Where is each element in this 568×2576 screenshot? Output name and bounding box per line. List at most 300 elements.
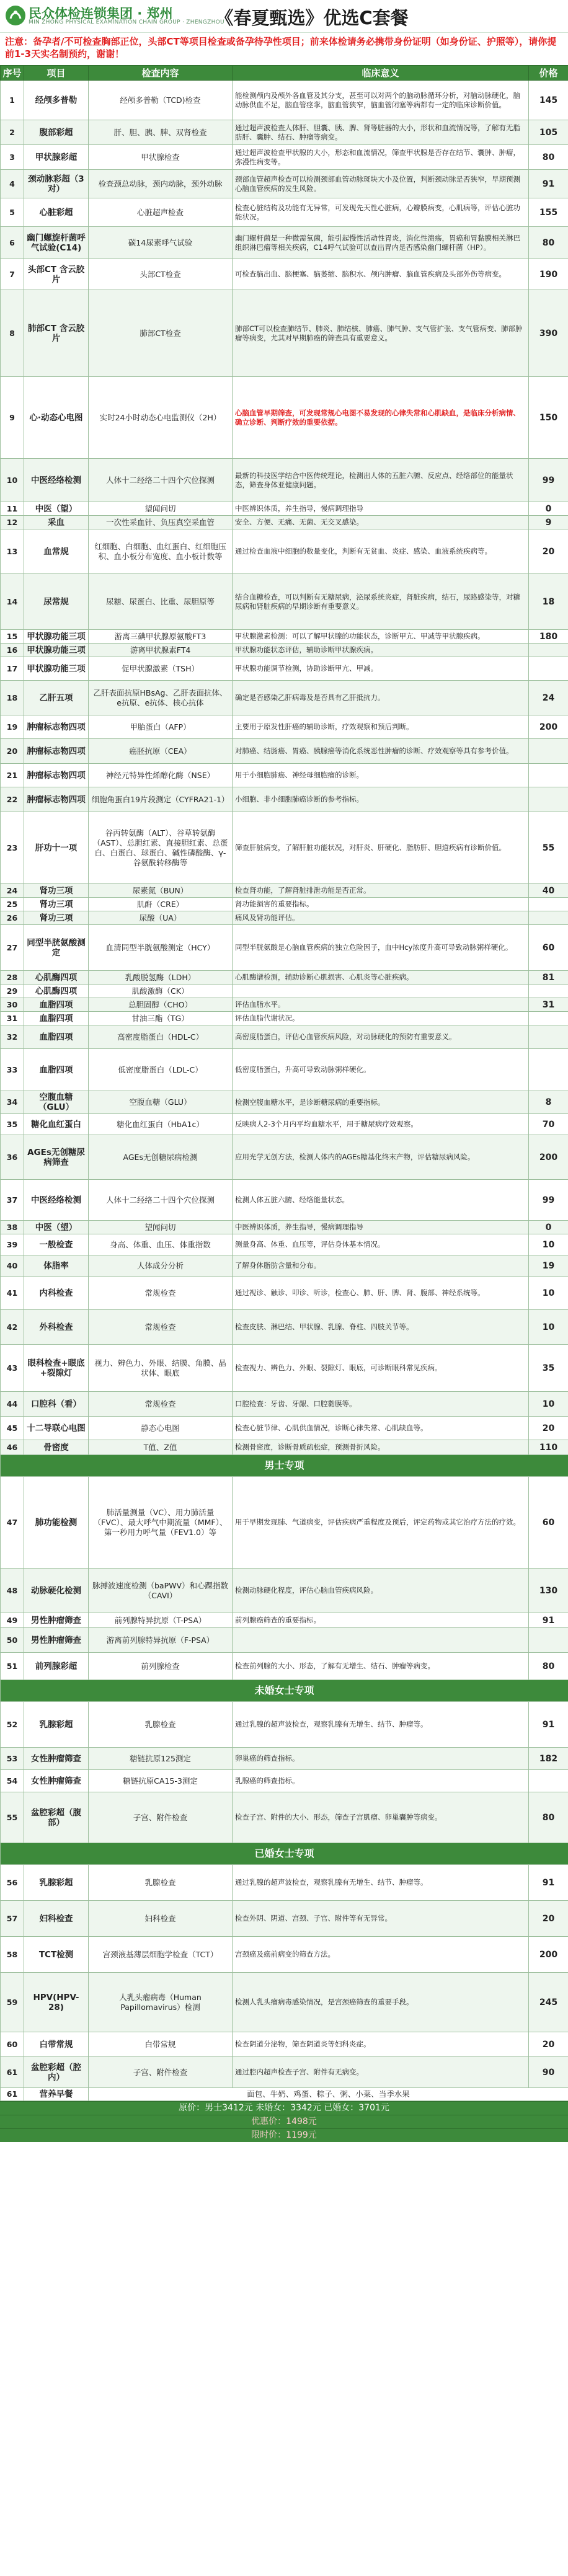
- row-number: 11: [1, 502, 24, 516]
- row-meaning: 甲状腺激素检测：可以了解甲状腺的功能状态，诊断甲亢、甲减等甲状腺疾病。: [233, 630, 529, 644]
- row-price: [529, 1025, 568, 1049]
- row-price: [529, 1012, 568, 1025]
- row-content: 尿酸（UA）: [89, 911, 233, 925]
- row-content: 甲胎蛋白（AFP）: [89, 715, 233, 739]
- row-project: 血脂四项: [24, 998, 89, 1012]
- row-price: 91: [529, 1702, 568, 1748]
- row-number: 17: [1, 657, 24, 681]
- row-project: 中医经络检测: [24, 1180, 89, 1221]
- row-meaning: 肾功能损害的重要指标。: [233, 898, 529, 911]
- row-project: 十二导联心电图: [24, 1417, 89, 1440]
- table-row: [1, 120, 568, 145]
- row-content: 游离甲状腺素FT4: [89, 644, 233, 657]
- row-number: 61: [1, 2088, 24, 2101]
- table-row: [1, 1628, 568, 1653]
- row-project: 男性肿瘤筛查: [24, 1613, 89, 1628]
- col-price: 价格: [529, 66, 568, 81]
- row-price: [529, 985, 568, 998]
- row-project: 眼科检查+眼底+裂隙灯: [24, 1345, 89, 1392]
- row-content: 人体十二经络二十四个穴位探测: [89, 1180, 233, 1221]
- row-number: 56: [1, 1865, 24, 1901]
- row-number: 53: [1, 1748, 24, 1770]
- row-project: 采血: [24, 516, 89, 529]
- table-row: [1, 1135, 568, 1180]
- row-meaning: 通过乳腺的超声波检查，观察乳腺有无增生、结节、肿瘤等。: [233, 1702, 529, 1748]
- row-meaning: 心肌酶谱检测，辅助诊断心肌损害、心肌炎等心脏疾病。: [233, 971, 529, 985]
- row-project: 心肌酶四项: [24, 971, 89, 985]
- row-content: 血清同型半胱氨酸测定（HCY）: [89, 925, 233, 971]
- row-content: 乙肝表面抗原HBsAg、乙肝表面抗体、e抗原、e抗体、核心抗体: [89, 681, 233, 715]
- row-price: 55: [529, 812, 568, 884]
- row-project: 幽门螺旋杆菌呼气试验(C14): [24, 227, 89, 259]
- row-content: 尿糖、尿蛋白、比重、尿胆原等: [89, 574, 233, 630]
- row-price: 245: [529, 1973, 568, 2032]
- row-number: 25: [1, 898, 24, 911]
- row-number: 51: [1, 1653, 24, 1680]
- row-price: 80: [529, 145, 568, 170]
- row-meaning: 反映病人2-3个月内平均血糖水平，用于糖尿病疗效观察。: [233, 1114, 529, 1135]
- row-number: 33: [1, 1049, 24, 1091]
- row-price: [529, 764, 568, 787]
- table-row: [1, 1865, 568, 1901]
- row-project: 动脉硬化检测: [24, 1569, 89, 1613]
- member-price: 限时价：1199元: [0, 2128, 568, 2142]
- row-content: 前列腺特异抗原（T-PSA）: [89, 1613, 233, 1628]
- row-content: 人体成分分析: [89, 1255, 233, 1277]
- row-number: 42: [1, 1310, 24, 1345]
- row-content: 低密度脂蛋白（LDL-C）: [89, 1049, 233, 1091]
- row-content: 前列腺检查: [89, 1653, 233, 1680]
- row-project: 甲状腺功能三项: [24, 630, 89, 644]
- row-meaning: 同型半胱氨酸是心脑血管疾病的独立危险因子，血中Hcy浓度升高可导致动脉粥样硬化。: [233, 925, 529, 971]
- table-row: [1, 529, 568, 574]
- row-content: 心脏超声检查: [89, 198, 233, 227]
- row-price: 31: [529, 998, 568, 1012]
- row-content: 促甲状腺激素（TSH）: [89, 657, 233, 681]
- table-row: [1, 715, 568, 739]
- row-price: 9: [529, 516, 568, 529]
- row-meaning: 通过检查血液中细胞的数量变化，判断有无贫血、炎症、感染、血液系统疾病等。: [233, 529, 529, 574]
- row-price: 150: [529, 377, 568, 459]
- row-project: 甲状腺功能三项: [24, 644, 89, 657]
- row-meaning: 痛风及肾功能评估。: [233, 911, 529, 925]
- table-row: [1, 1310, 568, 1345]
- row-project: AGEs无创糖尿病筛查: [24, 1135, 89, 1180]
- row-meaning: 了解身体脂肪含量和分布。: [233, 1255, 529, 1277]
- row-price: 80: [529, 1653, 568, 1680]
- brand-logo-icon: [5, 5, 26, 26]
- table-row: [1, 1440, 568, 1455]
- row-project: 前列腺彩超: [24, 1653, 89, 1680]
- row-number: 46: [1, 1440, 24, 1455]
- row-number: 22: [1, 787, 24, 812]
- row-meaning: 检测人体五脏六腑、经络能量状态。: [233, 1180, 529, 1221]
- row-project: 心肌酶四项: [24, 985, 89, 998]
- header: [0, 0, 568, 33]
- page-title: 《春夏甄选》优选C套餐: [215, 7, 409, 29]
- table-row: [1, 1770, 568, 1792]
- row-price: [529, 1628, 568, 1653]
- table-row: [1, 1345, 568, 1392]
- row-price: 155: [529, 198, 568, 227]
- row-number: 29: [1, 985, 24, 998]
- row-content: 子宫、附件检查: [89, 1792, 233, 1843]
- row-number: 37: [1, 1180, 24, 1221]
- table-row: [1, 681, 568, 715]
- row-content: 乳酸脱氢酶（LDH）: [89, 971, 233, 985]
- package-table: [0, 65, 568, 2101]
- row-meaning: 筛查肝脏病变，了解肝脏功能状况，对肝炎、肝硬化、脂肪肝、胆道疾病有诊断价值。: [233, 812, 529, 884]
- row-project: HPV(HPV-28): [24, 1973, 89, 2032]
- row-content: 高密度脂蛋白（HDL-C）: [89, 1025, 233, 1049]
- table-row: [1, 1702, 568, 1748]
- row-project: 肾功三项: [24, 898, 89, 911]
- row-content: 面包、牛奶、鸡蛋、粽子、粥、小菜、当季水果: [89, 2088, 568, 2101]
- table-row: [1, 1937, 568, 1973]
- row-meaning: 幽门螺杆菌是一种微需氧菌，能引起慢性活动性胃炎，消化性溃疡，胃癌和胃黏膜相关淋巴组织淋巴瘤等相关疾病，C14呼气试验可以查出胃内是否感染幽门螺杆菌（HP）。: [233, 227, 529, 259]
- row-content: T值、Z值: [89, 1440, 233, 1455]
- row-content: AGEs无创糖尿病检测: [89, 1135, 233, 1180]
- row-number: 30: [1, 998, 24, 1012]
- row-content: 癌胚抗原（CEA）: [89, 739, 233, 764]
- row-number: 28: [1, 971, 24, 985]
- row-content: 游离三碘甲状腺原氨酸FT3: [89, 630, 233, 644]
- row-project: 肾功三项: [24, 911, 89, 925]
- row-content: 妇科检查: [89, 1901, 233, 1937]
- row-meaning: 检测骨密度，诊断骨质疏松症，预测骨折风险。: [233, 1440, 529, 1455]
- row-number: 19: [1, 715, 24, 739]
- row-number: 3: [1, 145, 24, 170]
- table-row: [1, 227, 568, 259]
- table-row: [1, 1012, 568, 1025]
- row-project: 骨密度: [24, 1440, 89, 1455]
- table-row: [1, 884, 568, 898]
- row-content: 检查颈总动脉，颈内动脉，颈外动脉: [89, 170, 233, 198]
- section-header: [1, 1843, 568, 1865]
- row-content: 肝、胆、胰、脾、双肾检查: [89, 120, 233, 145]
- row-number: 61: [1, 2057, 24, 2088]
- table-row: [1, 81, 568, 120]
- row-price: [529, 657, 568, 681]
- row-project: 男性肿瘤筛查: [24, 1628, 89, 1653]
- row-meaning: 最新的科技医学结合中医传统理论，检测出人体的五脏六腑、反应点、经络部位的能量状态，筛查身体亚健康问题。: [233, 459, 529, 502]
- row-meaning: 肺部CT可以检查肺结节、肺炎、肺结核、肺癌、肺气肿、支气管扩张、支气管病变、肺部肿瘤等病变，尤其对早期肺癌的筛查具有重要意义。: [233, 290, 529, 377]
- row-price: 10: [529, 1234, 568, 1255]
- row-meaning: 对肺癌、结肠癌、胃癌、胰腺癌等消化系统恶性肿瘤的诊断、疗效观察等具有参考价值。: [233, 739, 529, 764]
- row-price: 99: [529, 1180, 568, 1221]
- table-row: [1, 1392, 568, 1417]
- table-row: [1, 1792, 568, 1843]
- row-price: 110: [529, 1440, 568, 1455]
- row-meaning: 测量身高、体重、血压等，评估身体基本情况。: [233, 1234, 529, 1255]
- row-price: 81: [529, 971, 568, 985]
- row-content: 肺部CT检查: [89, 290, 233, 377]
- col-no: 序号: [1, 66, 24, 81]
- row-project: 盆腔彩超（腔内）: [24, 2057, 89, 2088]
- table-row: [1, 198, 568, 227]
- table-row: [1, 516, 568, 529]
- row-number: 43: [1, 1345, 24, 1392]
- section-title: 男士专项: [1, 1455, 568, 1477]
- row-meaning: 检测人乳头瘤病毒感染情况，是宫颈癌筛查的重要手段。: [233, 1973, 529, 2032]
- table-header: [1, 66, 568, 81]
- row-price: 99: [529, 459, 568, 502]
- row-number: 23: [1, 812, 24, 884]
- table-row: [1, 630, 568, 644]
- original-price: 原价：男士3412元 未婚女：3342元 已婚女：3701元: [0, 2101, 568, 2115]
- table-row: [1, 459, 568, 502]
- table-row: [1, 812, 568, 884]
- row-price: 20: [529, 529, 568, 574]
- row-price: 40: [529, 884, 568, 898]
- row-number: 47: [1, 1477, 24, 1569]
- row-price: 80: [529, 1792, 568, 1843]
- table-row: [1, 787, 568, 812]
- row-number: 59: [1, 1973, 24, 2032]
- table-row: [1, 1477, 568, 1569]
- row-content: 望闻问切: [89, 1221, 233, 1234]
- row-content: 静态心电图: [89, 1417, 233, 1440]
- row-price: 60: [529, 1477, 568, 1569]
- table-row: [1, 574, 568, 630]
- row-number: 48: [1, 1569, 24, 1613]
- brand-subtitle: MIN ZHONG PHYSICAL EXAMINATION CHAIN GROUP · ZHENGZHOU: [29, 19, 224, 25]
- row-content: 子宫、附件检查: [89, 2057, 233, 2088]
- row-project: 体脂率: [24, 1255, 89, 1277]
- table-row: [1, 259, 568, 290]
- row-content: 常规检查: [89, 1277, 233, 1310]
- row-price: [529, 644, 568, 657]
- table-row: [1, 1748, 568, 1770]
- row-meaning: 宫颈癌及癌前病变的筛查方法。: [233, 1937, 529, 1973]
- row-price: [529, 787, 568, 812]
- table-row: [1, 1221, 568, 1234]
- row-number: 10: [1, 459, 24, 502]
- row-project: 女性肿瘤筛查: [24, 1748, 89, 1770]
- row-project: 中医经络检测: [24, 459, 89, 502]
- row-price: 10: [529, 1310, 568, 1345]
- table-row: [1, 764, 568, 787]
- row-project: 血脂四项: [24, 1025, 89, 1049]
- row-content: 糖化血红蛋白（HbA1c）: [89, 1114, 233, 1135]
- row-project: 肾功三项: [24, 884, 89, 898]
- row-meaning: 心脑血管早期筛查，可发现常规心电图不易发现的心律失常和心肌缺血，是临床分析病情、确立诊断、判断疗效的重要依据。: [233, 377, 529, 459]
- row-number: 16: [1, 644, 24, 657]
- row-meaning: 应用光学无创方法，检测人体内的AGEs糖基化终末产物，评估糖尿病风险。: [233, 1135, 529, 1180]
- row-meaning: 评估血脂水平。: [233, 998, 529, 1012]
- row-meaning: 小细胞、非小细胞肺癌诊断的参考指标。: [233, 787, 529, 812]
- table-row: [1, 1277, 568, 1310]
- row-price: 145: [529, 81, 568, 120]
- row-meaning: 检测动脉硬化程度，评估心脑血管疾病风险。: [233, 1569, 529, 1613]
- row-meaning: 可检查脑出血、脑梗塞、脑萎缩、脑积水、颅内肿瘤、脑血管疾病及头部外伤等病变。: [233, 259, 529, 290]
- row-project: 中医（望）: [24, 502, 89, 516]
- table-row: [1, 1973, 568, 2032]
- breakfast-row: [1, 2088, 568, 2101]
- row-meaning: 检查心脏结构及功能有无异常，可发现先天性心脏病，心瓣膜病变，心肌病等，评估心脏功能状况。: [233, 198, 529, 227]
- row-project: 女性肿瘤筛查: [24, 1770, 89, 1792]
- row-price: 10: [529, 1392, 568, 1417]
- row-meaning: [233, 985, 529, 998]
- row-project: 营养早餐: [24, 2088, 89, 2101]
- col-content: 检查内容: [89, 66, 233, 81]
- row-meaning: 中医辨识体质，养生指导，慢病调理指导: [233, 502, 529, 516]
- table-row: [1, 1653, 568, 1680]
- row-number: 44: [1, 1392, 24, 1417]
- row-price: 180: [529, 630, 568, 644]
- row-number: 9: [1, 377, 24, 459]
- row-price: [529, 1049, 568, 1091]
- row-price: 200: [529, 1135, 568, 1180]
- row-project: 肿瘤标志物四项: [24, 764, 89, 787]
- row-project: 糖化血红蛋白: [24, 1114, 89, 1135]
- row-project: 心·动态心电图: [24, 377, 89, 459]
- row-price: [529, 739, 568, 764]
- row-project: 肿瘤标志物四项: [24, 739, 89, 764]
- row-number: 54: [1, 1770, 24, 1792]
- row-price: 20: [529, 2032, 568, 2057]
- row-number: 45: [1, 1417, 24, 1440]
- row-project: 血常规: [24, 529, 89, 574]
- row-content: 游离前列腺特异抗原（F-PSA）: [89, 1628, 233, 1653]
- row-content: 乳腺检查: [89, 1865, 233, 1901]
- section-title: 已婚女士专项: [1, 1843, 568, 1865]
- table-row: [1, 1613, 568, 1628]
- row-meaning: 用于早期发现肺、气道病变，评估疾病严重程度及预后，评定药物或其它治疗方法的疗效。: [233, 1477, 529, 1569]
- table-row: [1, 290, 568, 377]
- row-project: 外科检查: [24, 1310, 89, 1345]
- row-meaning: 高密度脂蛋白，评估心血管疾病风险，对动脉硬化的预防有重要意义。: [233, 1025, 529, 1049]
- row-price: 91: [529, 1865, 568, 1901]
- row-content: 头部CT检查: [89, 259, 233, 290]
- row-meaning: 检查前列腺的大小、形态，了解有无增生、结石、肿瘤等病变。: [233, 1653, 529, 1680]
- row-project: 尿常规: [24, 574, 89, 630]
- row-meaning: 卵巢癌的筛查指标。: [233, 1748, 529, 1770]
- row-project: 颈动脉彩超（3对）: [24, 170, 89, 198]
- row-meaning: 安全、方便、无痛、无菌、无交叉感染。: [233, 516, 529, 529]
- row-project: 白带常规: [24, 2032, 89, 2057]
- row-meaning: 颈部血管超声检查可以检测颈部血管动脉斑块大小及位置，判断颈动脉是否狭窄，早期预测心脑血管疾病的发生风险。: [233, 170, 529, 198]
- row-price: 200: [529, 1937, 568, 1973]
- row-content: 实时24小时动态心电监测仪（2H）: [89, 377, 233, 459]
- row-price: 91: [529, 1613, 568, 1628]
- row-number: 32: [1, 1025, 24, 1049]
- row-meaning: 通过腔内超声检查子宫、附件有无病变。: [233, 2057, 529, 2088]
- row-project: 乙肝五项: [24, 681, 89, 715]
- row-meaning: 检查外阴、阴道、宫颈、子宫、附件等有无异常。: [233, 1901, 529, 1937]
- row-project: 心脏彩超: [24, 198, 89, 227]
- row-content: 甲状腺检查: [89, 145, 233, 170]
- sale-price: 优惠价：1498元: [0, 2115, 568, 2128]
- row-number: 50: [1, 1628, 24, 1653]
- table-row: [1, 1901, 568, 1937]
- row-meaning: 甲状腺功能状态评估，辅助诊断甲状腺疾病。: [233, 644, 529, 657]
- section-header: [1, 1680, 568, 1702]
- row-project: 头部CT 含云胶片: [24, 259, 89, 290]
- row-content: 脉搏波速度检测（baPWV）和心踝指数（CAVI）: [89, 1569, 233, 1613]
- row-number: 1: [1, 81, 24, 120]
- row-number: 4: [1, 170, 24, 198]
- row-content: 肌酐（CRE）: [89, 898, 233, 911]
- row-project: 肺功能检测: [24, 1477, 89, 1569]
- row-price: 80: [529, 227, 568, 259]
- row-price: 19: [529, 1255, 568, 1277]
- row-number: 35: [1, 1114, 24, 1135]
- row-content: 人体十二经络二十四个穴位探测: [89, 459, 233, 502]
- row-price: 20: [529, 1417, 568, 1440]
- row-price: 105: [529, 120, 568, 145]
- row-number: 60: [1, 2032, 24, 2057]
- row-price: 0: [529, 502, 568, 516]
- row-content: 红细胞、白细胞、血红蛋白、红细胞压积、血小板分布宽度、血小板计数等: [89, 529, 233, 574]
- table-row: [1, 1569, 568, 1613]
- row-content: 身高、体重、血压、体重指数: [89, 1234, 233, 1255]
- table-row: [1, 971, 568, 985]
- row-content: 白带常规: [89, 2032, 233, 2057]
- row-price: 10: [529, 1277, 568, 1310]
- row-price: [529, 1770, 568, 1792]
- table-row: [1, 145, 568, 170]
- row-price: 60: [529, 925, 568, 971]
- row-number: 26: [1, 911, 24, 925]
- row-number: 8: [1, 290, 24, 377]
- price-footer: [0, 2101, 568, 2142]
- row-number: 24: [1, 884, 24, 898]
- row-price: 70: [529, 1114, 568, 1135]
- row-content: 乳腺检查: [89, 1702, 233, 1748]
- row-project: 肿瘤标志物四项: [24, 715, 89, 739]
- table-row: [1, 911, 568, 925]
- table-row: [1, 657, 568, 681]
- row-number: 2: [1, 120, 24, 145]
- row-number: 57: [1, 1901, 24, 1937]
- row-price: 90: [529, 2057, 568, 2088]
- table-row: [1, 1180, 568, 1221]
- row-price: 190: [529, 259, 568, 290]
- table-row: [1, 377, 568, 459]
- row-number: 34: [1, 1091, 24, 1114]
- row-meaning: 评估血脂代谢状况。: [233, 1012, 529, 1025]
- row-project: 同型半胱氨酸测定: [24, 925, 89, 971]
- row-content: 经颅多普勒（TCD)检查: [89, 81, 233, 120]
- row-meaning: 检查肾功能，了解肾脏排泄功能是否正常。: [233, 884, 529, 898]
- table-body: [1, 81, 568, 2101]
- row-price: 0: [529, 1221, 568, 1234]
- row-project: 腹部彩超: [24, 120, 89, 145]
- row-project: 中医（望）: [24, 1221, 89, 1234]
- row-project: 乳腺彩超: [24, 1702, 89, 1748]
- row-meaning: 检查子宫、附件的大小、形态，筛查子宫肌瘤、卵巢囊肿等病变。: [233, 1792, 529, 1843]
- row-project: 乳腺彩超: [24, 1865, 89, 1901]
- row-content: 一次性采血针、负压真空采血管: [89, 516, 233, 529]
- col-meaning: 临床意义: [233, 66, 529, 81]
- row-content: 细胞角蛋白19片段测定（CYFRA21-1）: [89, 787, 233, 812]
- row-project: 血脂四项: [24, 1012, 89, 1025]
- row-meaning: 主要用于原发性肝癌的辅助诊断，疗效观察和预后判断。: [233, 715, 529, 739]
- table-row: [1, 985, 568, 998]
- row-number: 55: [1, 1792, 24, 1843]
- section-header: [1, 1455, 568, 1477]
- row-project: 经颅多普勒: [24, 81, 89, 120]
- row-number: 6: [1, 227, 24, 259]
- row-project: 肝功十一项: [24, 812, 89, 884]
- row-price: [529, 898, 568, 911]
- row-number: 40: [1, 1255, 24, 1277]
- row-number: 36: [1, 1135, 24, 1180]
- row-price: 18: [529, 574, 568, 630]
- row-number: 12: [1, 516, 24, 529]
- table-row: [1, 1049, 568, 1091]
